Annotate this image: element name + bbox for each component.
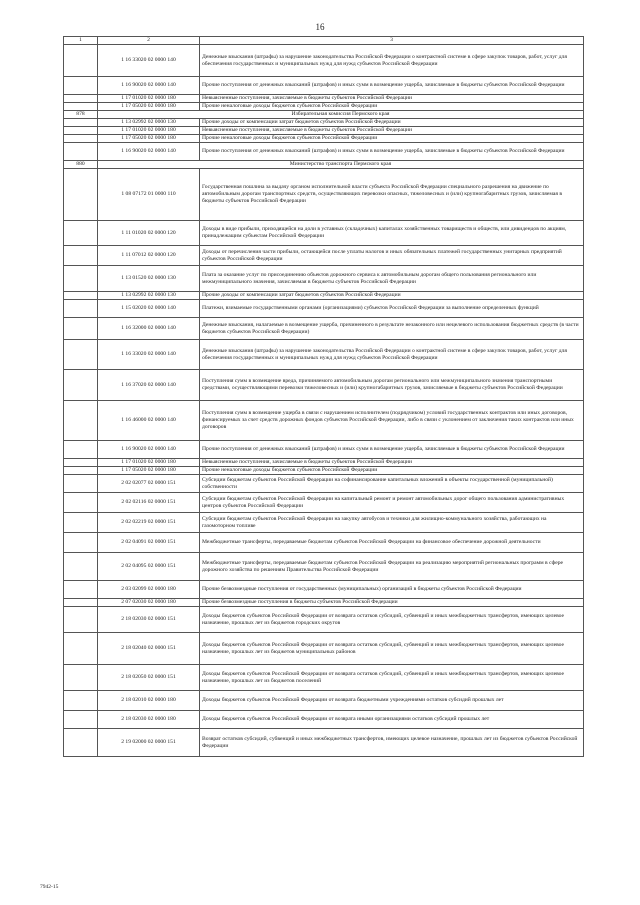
revenue-code: 1 17 01020 02 0000 180 — [98, 95, 200, 103]
revenue-description: Прочие доходы от компенсации затрат бюджетов субъектов Российской Федерации — [200, 119, 584, 127]
administrator-code — [64, 370, 98, 401]
table-row — [64, 441, 584, 459]
administrator-code: 880 — [64, 161, 98, 169]
revenue-code: 1 16 90020 02 0000 140 — [98, 441, 200, 459]
revenue-code: 1 16 37020 02 0000 140 — [98, 370, 200, 401]
table-row — [64, 127, 584, 135]
revenue-description: Доходы бюджетов субъектов Российской Федерации от возврата иными организациями остатков субсидий прошлых лет — [200, 711, 584, 729]
administrator-code — [64, 246, 98, 266]
table-row — [64, 143, 584, 161]
table-row — [64, 246, 584, 266]
revenue-code: 1 16 46000 02 0000 140 — [98, 401, 200, 441]
administrator-code — [64, 711, 98, 729]
section-row — [64, 161, 584, 169]
revenue-description: Невыясненные поступления, зачисляемые в бюджеты субъектов Российской Федерации — [200, 459, 584, 467]
revenue-description: Прочие неналоговые доходы бюджетов субъектов Российской Федерации — [200, 103, 584, 111]
table-row — [64, 665, 584, 691]
table-row — [64, 103, 584, 111]
revenue-description: Межбюджетные трансферты, передаваемые бюджетам субъектов Российской Федерации на реализацию мероприятий региональных программ в сфере дорожного хозяйства по решениям Правительства Российской Федерации — [200, 553, 584, 581]
revenue-code: 1 16 32000 02 0000 140 — [98, 318, 200, 340]
revenue-code: 1 16 90020 02 0000 140 — [98, 77, 200, 95]
revenue-description: Денежные взыскания (штрафы) за нарушение законодательства Российской Федерации о контрактной системе в сфере закупок товаров, работ, услуг для обеспечения государственных и муниципальных нужд для нужд субъектов Российской Федерации — [200, 45, 584, 77]
revenue-description: Субсидии бюджетам субъектов Российской Федерации на капитальный ремонт и ремонт автомобильных дорог общего пользования административных центров субъектов Российской Федерации — [200, 493, 584, 513]
section-row — [64, 111, 584, 119]
revenue-description: Платежи, взимаемые государственными органами (организациями) субъектов Российской Федерации за выполнение определенных функций — [200, 300, 584, 318]
revenue-code: 2 03 02099 02 0000 180 — [98, 581, 200, 599]
administrator-code — [64, 95, 98, 103]
revenue-description: Прочие поступления от денежных взысканий (штрафов) и иных сумм в возмещение ущерба, зачисляемые в бюджеты субъектов Российской Федерации — [200, 143, 584, 161]
revenue-code: 2 02 02116 02 0000 151 — [98, 493, 200, 513]
revenue-description: Прочие доходы от компенсации затрат бюджетов субъектов Российской Федерации — [200, 292, 584, 300]
administrator-code — [64, 459, 98, 467]
column-number-2: 2 — [98, 37, 200, 45]
document-footer-code: 7942-15 — [40, 884, 59, 890]
revenue-description: Прочие неналоговые доходы бюджетов субъектов Российской Федерации — [200, 135, 584, 143]
revenue-code: 2 02 02219 02 0000 151 — [98, 513, 200, 533]
table-row — [64, 633, 584, 665]
administrator-code — [64, 292, 98, 300]
table-row — [64, 475, 584, 493]
table-row — [64, 459, 584, 467]
revenue-description: Поступления сумм в возмещение вреда, причиняемого автомобильным дорогам регионального или межмуниципального значения транспортными средствами, осуществляющими перевозки тяжеловесных и (или) крупногабаритных грузов, зачисляемые в бюджеты субъектов Российской Федерации — [200, 370, 584, 401]
administrator-code — [64, 513, 98, 533]
table-row — [64, 292, 584, 300]
revenue-code: 1 17 05020 02 0000 180 — [98, 467, 200, 475]
revenue-description: Плата за оказание услуг по присоединению объектов дорожного сервиса к автомобильным дорогам общего пользования регионального или межмуниципального значения, зачисляемая в бюджеты субъектов Российской Федерации — [200, 266, 584, 292]
revenue-code: 2 18 02030 02 0000 180 — [98, 711, 200, 729]
revenue-code: 1 16 33020 02 0000 140 — [98, 45, 200, 77]
revenue-code: 1 13 01520 02 0000 130 — [98, 266, 200, 292]
administrator-code — [64, 340, 98, 370]
table-row — [64, 95, 584, 103]
administrator-code — [64, 729, 98, 757]
table-row — [64, 401, 584, 441]
table-body — [64, 37, 584, 757]
revenue-code: 1 13 02992 02 0000 130 — [98, 292, 200, 300]
revenue-code: 1 11 01020 02 0000 120 — [98, 221, 200, 246]
administrator-code: 878 — [64, 111, 98, 119]
table-row — [64, 467, 584, 475]
table-row — [64, 513, 584, 533]
table-row — [64, 581, 584, 599]
administrator-code — [64, 77, 98, 95]
revenue-code: 1 11 07012 02 0000 120 — [98, 246, 200, 266]
administrator-code — [64, 127, 98, 135]
revenue-code: 1 15 02020 02 0000 140 — [98, 300, 200, 318]
revenue-description: Прочие поступления от денежных взысканий (штрафов) и иных сумм в возмещение ущерба, зачисляемые в бюджеты субъектов Российской Федерации — [200, 77, 584, 95]
table-row — [64, 607, 584, 633]
revenue-code: 2 18 02040 02 0000 151 — [98, 633, 200, 665]
table-row — [64, 45, 584, 77]
revenue-description: Прочие безвозмездные поступления в бюджеты субъектов Российской Федерации — [200, 599, 584, 607]
administrator-code — [64, 533, 98, 553]
table-row — [64, 318, 584, 340]
revenue-description: Межбюджетные трансферты, передаваемые бюджетам субъектов Российской Федерации на финансовое обеспечение дорожной деятельности — [200, 533, 584, 553]
administrator-code — [64, 607, 98, 633]
administrator-code — [64, 467, 98, 475]
revenue-description: Государственная пошлина за выдачу органом исполнительной власти субъекта Российской Федерации специального разрешения на движение по автомобильным дорогам транспортных средств, осуществляющих перевозки опасных, тяжеловесных и (или) крупногабаритных грузов, зачисляемая в бюджеты субъектов Российской Федерации — [200, 169, 584, 221]
revenue-codes-table — [63, 36, 584, 757]
revenue-description: Возврат остатков субсидий, субвенций и иных межбюджетных трансфертов, имеющих целевое назначение, прошлых лет из бюджетов субъектов Российской Федерации — [200, 729, 584, 757]
revenue-description: Доходы бюджетов субъектов Российской Федерации от возврата бюджетными учреждениями остатков субсидий прошлых лет — [200, 691, 584, 711]
administrator-code — [64, 493, 98, 513]
revenue-code: 2 18 02010 02 0000 180 — [98, 691, 200, 711]
administrator-code — [64, 475, 98, 493]
revenue-description: Доходы от перечисления части прибыли, остающейся после уплаты налогов и иных обязательных платежей государственных унитарных предприятий субъектов Российской Федерации — [200, 246, 584, 266]
revenue-description: Доходы бюджетов субъектов Российской Федерации от возврата остатков субсидий, субвенций и иных межбюджетных трансфертов, имеющих целевое назначение, прошлых лет из бюджетов поселений — [200, 665, 584, 691]
table-row — [64, 221, 584, 246]
table-row — [64, 300, 584, 318]
table-row — [64, 77, 584, 95]
revenue-description: Доходы бюджетов субъектов Российской Федерации от возврата остатков субсидий, субвенций и иных межбюджетных трансфертов, имеющих целевое назначение, прошлых лет из бюджетов муниципальных районов — [200, 633, 584, 665]
revenue-description: Доходы бюджетов субъектов Российской Федерации от возврата остатков субсидий, субвенций и иных межбюджетных трансфертов, имеющих целевое назначение, прошлых лет из бюджетов городских округов — [200, 607, 584, 633]
administrator-code — [64, 581, 98, 599]
administrator-code — [64, 119, 98, 127]
revenue-description: Поступления сумм в возмещение ущерба в связи с нарушением исполнителем (подрядчиком) условий государственных контрактов или иных договоров, финансируемых за счет средств дорожных фондов субъектов Российской Федерации, либо в связи с уклонением от заключения таких контрактов или иных договоров — [200, 401, 584, 441]
administrator-code — [64, 143, 98, 161]
table-row — [64, 266, 584, 292]
revenue-description: Денежные взыскания (штрафы) за нарушение законодательства Российской Федерации о контрактной системе в сфере закупок товаров, работ, услуг для обеспечения государственных и муниципальных нужд для нужд субъектов Российской Федерации — [200, 340, 584, 370]
page-number: 16 — [315, 22, 325, 32]
revenue-code: 2 02 04091 02 0000 151 — [98, 533, 200, 553]
revenue-description: Прочие безвозмездные поступления от государственных (муниципальных) организаций в бюджеты субъектов Российской Федерации — [200, 581, 584, 599]
revenue-code: 2 19 02000 02 0000 151 — [98, 729, 200, 757]
table-row — [64, 711, 584, 729]
administrator-code — [64, 221, 98, 246]
section-title: Министерство транспорта Пермского края — [98, 161, 584, 169]
revenue-description: Невыясненные поступления, зачисляемые в бюджеты субъектов Российской Федерации — [200, 127, 584, 135]
column-number-row — [64, 37, 584, 45]
administrator-code — [64, 103, 98, 111]
administrator-code — [64, 266, 98, 292]
column-number-1: 1 — [64, 37, 98, 45]
table-row — [64, 533, 584, 553]
table-row — [64, 493, 584, 513]
revenue-code: 1 17 01020 02 0000 180 — [98, 459, 200, 467]
revenue-code: 1 16 90020 02 0000 140 — [98, 143, 200, 161]
revenue-description: Субсидии бюджетам субъектов Российской Федерации на закупку автобусов и техники для жилищно-коммунального хозяйства, работающих на газомоторном топливе — [200, 513, 584, 533]
administrator-code — [64, 45, 98, 77]
administrator-code — [64, 318, 98, 340]
revenue-code: 2 02 04095 02 0000 151 — [98, 553, 200, 581]
table-row — [64, 119, 584, 127]
revenue-code: 1 17 01020 02 0000 180 — [98, 127, 200, 135]
table-row — [64, 553, 584, 581]
table-row — [64, 169, 584, 221]
revenue-description: Прочие поступления от денежных взысканий (штрафов) и иных сумм в возмещение ущерба, зачисляемые в бюджеты субъектов Российской Федерации — [200, 441, 584, 459]
revenue-description: Прочие неналоговые доходы бюджетов субъектов Российской Федерации — [200, 467, 584, 475]
revenue-description: Денежные взыскания, налагаемые в возмещение ущерба, причиненного в результате незаконного или нецелевого использования бюджетных средств (в части бюджетов субъектов Российской Федерации) — [200, 318, 584, 340]
administrator-code — [64, 599, 98, 607]
administrator-code — [64, 169, 98, 221]
administrator-code — [64, 553, 98, 581]
administrator-code — [64, 665, 98, 691]
table-row — [64, 135, 584, 143]
revenue-code: 2 18 02030 02 0000 151 — [98, 607, 200, 633]
administrator-code — [64, 633, 98, 665]
table-row — [64, 599, 584, 607]
revenue-code: 1 17 05020 02 0000 180 — [98, 103, 200, 111]
administrator-code — [64, 135, 98, 143]
revenue-code: 2 02 02077 02 0000 151 — [98, 475, 200, 493]
administrator-code — [64, 300, 98, 318]
revenue-code: 1 13 02992 02 0000 130 — [98, 119, 200, 127]
revenue-code: 1 17 05020 02 0000 180 — [98, 135, 200, 143]
administrator-code — [64, 441, 98, 459]
table-row — [64, 340, 584, 370]
revenue-description: Субсидии бюджетам субъектов Российской Федерации на софинансирование капитальных вложений в объекты государственной (муниципальной) собственности — [200, 475, 584, 493]
table-row — [64, 370, 584, 401]
administrator-code — [64, 401, 98, 441]
revenue-code: 2 07 02030 02 0000 180 — [98, 599, 200, 607]
revenue-description: Невыясненные поступления, зачисляемые в бюджеты субъектов Российской Федерации — [200, 95, 584, 103]
revenue-description: Доходы в виде прибыли, приходящейся на доли в уставных (складочных) капиталах хозяйственных товариществ и обществ, или дивидендов по акциям, принадлежащим субъектам Российской Федерации — [200, 221, 584, 246]
revenue-code: 1 16 33020 02 0000 140 — [98, 340, 200, 370]
administrator-code — [64, 691, 98, 711]
column-number-3: 3 — [200, 37, 584, 45]
table-row — [64, 729, 584, 757]
section-title: Избирательная комиссия Пермского края — [98, 111, 584, 119]
table-row — [64, 691, 584, 711]
revenue-code: 1 08 07172 01 0000 110 — [98, 169, 200, 221]
revenue-code: 2 18 02050 02 0000 151 — [98, 665, 200, 691]
